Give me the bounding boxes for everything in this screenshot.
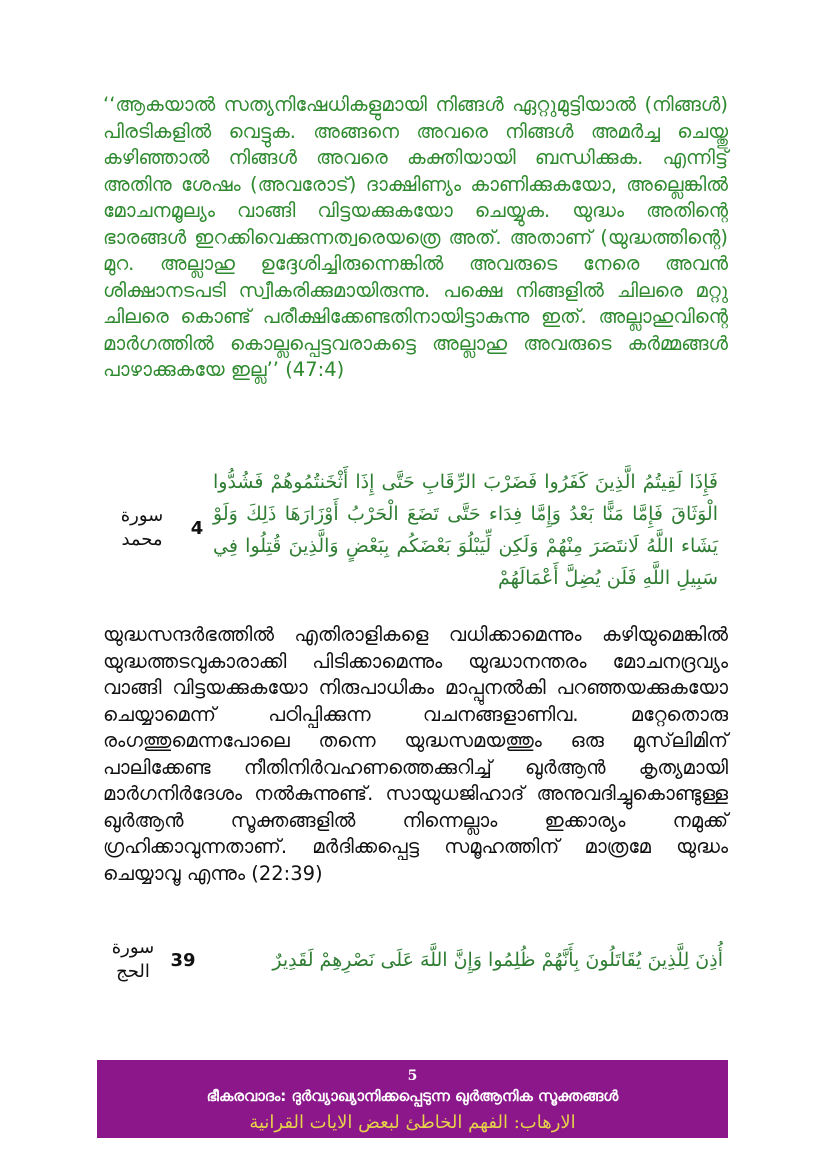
verse-block-22-39 (103, 936, 728, 988)
surah-name: سورة الحج (111, 937, 155, 982)
arabic-verse: أُذِنَ لِلَّذِينَ يُقَاتَلُونَ بِأَنَّهُمْ ظُلِمُوا وَإِنَّ اللَّهَ عَلَى نَصْرِهِمْ لَقَدِيرٌ (272, 949, 723, 971)
ayah-number: 39 (170, 950, 196, 971)
quran-translation-quote: ‘‘ആകയാൽ സത്യനിഷേധികളുമായി നിങ്ങൾ ഏറ്റുമുട്ടിയാൽ (നിങ്ങൾ) പിരടികളിൽ വെട്ടുക. അങ്ങനെ അവരെ നിങ്ങൾ അമർച്ച ചെയ്തു കഴിഞ്ഞാൽ നിങ്ങൾ അവരെ കക്തിയായി ബന്ധിക്കുക. എന്നിട്ട് അതിനു ശേഷം (അവരോട്) ദാക്ഷിണ്യം കാണിക്കുകയോ, അല്ലെങ്കിൽ മോചനമൂല്യം വാങ്ങി വിട്ടയക്കുകയോ ചെയ്യുക. യുദ്ധം അതിന്റെ ഭാരങ്ങൾ ഇറക്കിവെക്കുന്നത്വരെയത്രെ അത്. അതാണ് (യുദ്ധത്തിന്റെ) മുറ. അല്ലാഹു ഉദ്ദേശിച്ചിരുന്നെങ്കിൽ അവരുടെ നേരെ അവൻ ശിക്ഷാനടപടി സ്വീകരിക്കുമായിരുന്നു. പക്ഷെ നിങ്ങളിൽ ചിലരെ മറ്റു ചിലരെ കൊണ്ട് പരീക്ഷിക്കേണ്ടതിനായിട്ടാകുന്നു ഇത്. അല്ലാഹുവിന്റെ മാർഗത്തിൽ കൊല്ലപ്പെട്ടവരാകട്ടെ അല്ലാഹു അവരുടെ കർമ്മങ്ങൾ പാഴാക്കുകയേ ഇല്ല’’ (47:4) (103, 93, 728, 381)
arabic-verse: فَإِذَا لَقِيتُمُ الَّذِينَ كَفَرُوا فَضَرْبَ الرِّقَابِ حَتَّى إِذَا أَثْخَنتُمُوهُمْ فَشُدُّوا الْوَثَاقَ فَإِمَّا مَنًّا بَعْدُ وَإِمَّا فِدَاء حَتَّى تَضَعَ الْحَرْبُ أَوْزَارَهَا ذَلِكَ وَلَوْ يَشَاء اللَّهُ لَانتَصَرَ مِنْهُمْ وَلَكِن لِّيَبْلُوَ بَعْضَكُم بِبَعْضٍ وَالَّذِينَ قُتِلُوا فِي سَبِيلِ اللَّهِ فَلَن يُضِلَّ أَعْمَالَهُمْ (213, 471, 718, 589)
page-number: 5 (407, 1068, 418, 1084)
verse-block-47-4 (103, 466, 728, 598)
body-paragraph: യുദ്ധസന്ദർഭത്തിൽ എതിരാളികളെ വധിക്കാമെന്നും കഴിയുമെങ്കിൽ യുദ്ധത്തടവുകാരാക്കി പിടിക്കാമെന്നും യുദ്ധാനന്തരം മോചനദ്രവ്യം വാങ്ങി വിട്ടയക്കുകയോ നിരുപാധികം മാപ്പുനൽകി പറഞ്ഞയക്കുകയോ ചെയ്യാമെന്ന് പഠിപ്പിക്കുന്ന വചനങ്ങളാണിവ. മറ്റേതൊരു രംഗത്തുമെന്നപോലെ തന്നെ യുദ്ധസമയത്തും ഒരു മുസ്‌ലിമിന് പാലിക്കേണ്ട നീതിനിർവഹണത്തെക്കുറിച്ച് ഖുർആൻ കൃത്യമായി മാർഗനിർദേശം നൽകുന്നുണ്ട്. സായുധജിഹാദ് അനുവദിച്ചുകൊണ്ടുള്ള ഖുർആൻ സൂക്തങ്ങളിൽ നിന്നെല്ലാം ഇക്കാര്യം നമുക്ക് ഗ്രഹിക്കാവുന്നതാണ്. മർദിക്കപ്പെട്ട സമൂഹത്തിന് മാത്രമേ യുദ്ധം ചെയ്യാവൂ എന്നും (22:39) (103, 623, 728, 885)
footer-title-arabic: الارهاب: الفهم الخاطئ لبعض الايات القرانية (249, 1112, 576, 1133)
surah-name: سورة محمد (120, 505, 164, 550)
ayah-number: 4 (190, 518, 204, 539)
footer-title-malayalam: ഭീകരവാദം: ദുർവ്യാഖ്യാനിക്കപ്പെടുന്ന ഖുർആനിക സൂക്തങ്ങൾ (206, 1087, 619, 1105)
page-footer (97, 1060, 728, 1138)
